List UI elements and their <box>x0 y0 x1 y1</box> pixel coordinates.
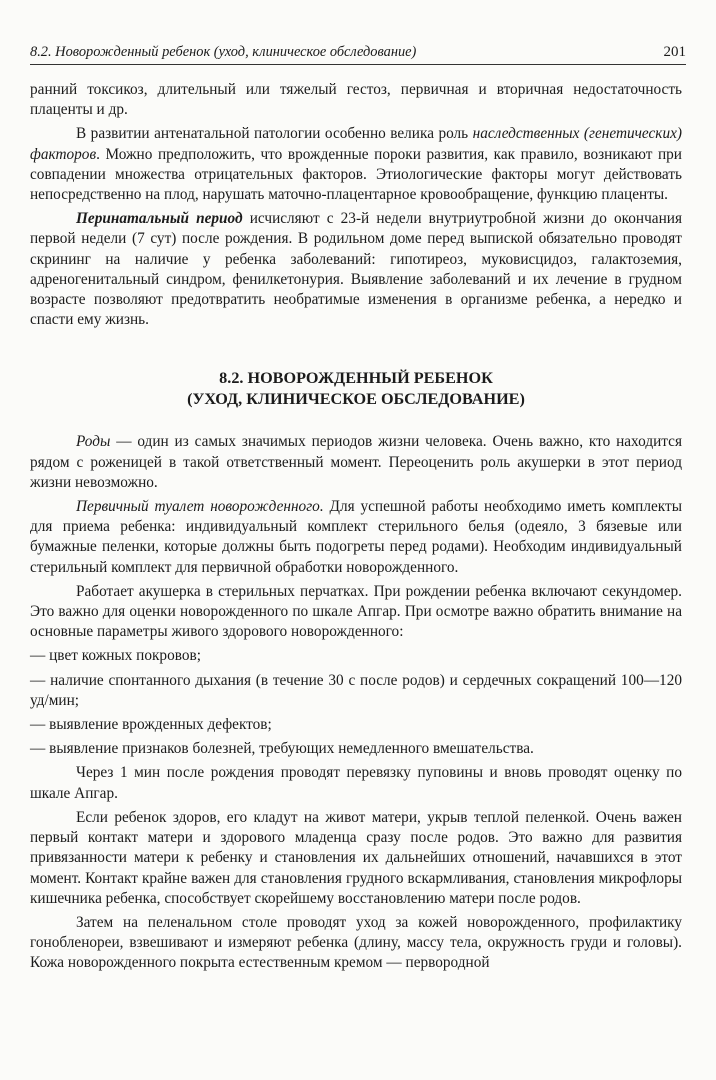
list-item: — выявление врожденных дефектов; <box>30 716 272 734</box>
emphasis-primary-toilet: Первичный туалет новорожденного. <box>76 498 324 516</box>
list-item: — выявление признаков болезней, требующих немедленного вмешательства. <box>30 740 534 758</box>
running-header-title: 8.2. Новорожденный ребенок (уход, клиническое обследование) <box>30 44 417 60</box>
paragraph-contact: Если ребенок здоров, его кладут на живот матери, укрыв теплой пеленкой. Очень важен первый контакт матери и здорового младенца сразу после родов. Это важно для развития привязанности матери к ребенку и становления их дальнейших отношений, начавшихся в этот момент. Контакт крайне важен для становления грудного вскармливания, становления микрофлоры кишечника ребенка, способствует скорейшему восстановлению матери после родов. <box>30 808 682 907</box>
emphasis-birth: Роды <box>76 433 111 451</box>
page-body <box>30 80 682 974</box>
paragraph-midwife: Работает акушерка в стерильных перчатках. При рождении ребенка включают секундомер. Это важно для оценки новорожденного по шкале Апгар. При осмотре важно обратить внимание на основные параметры живого здорового новорожденного: <box>30 582 682 641</box>
paragraph-perinatal <box>30 209 682 330</box>
running-header <box>30 44 686 65</box>
paragraph-continued: ранний токсикоз, длительный или тяжелый гестоз, первичная и вторичная недостаточность плаценты и др. <box>30 81 682 119</box>
paragraph-text: В развитии антенатальной патологии особенно велика роль <box>76 125 473 143</box>
paragraph-antenatal <box>30 124 682 205</box>
section-heading <box>30 368 682 410</box>
term-perinatal-period: Перинатальный период <box>76 210 243 228</box>
paragraph-text: — один из самых значимых периодов жизни человека. Очень важно, кто находится рядом с роженицей в такой ответственный момент. Переоценить роль акушерки в этот период жизни невозможно. <box>30 433 682 491</box>
paragraph-primary-toilet <box>30 497 682 578</box>
list-item: — цвет кожных покровов; <box>30 647 201 665</box>
emphasis-hereditary-factors: наследственных (генетических) факторов <box>30 125 682 163</box>
paragraph-text: исчисляют с 23-й недели внутриутробной жизни до окончания первой недели (7 сут) после рождения. В родильном доме перед выпиской обязательно проводят скрининг на наличие у ребенка заболеваний: гипотиреоз, муковисцидоз, галактоземия, адреногенитальный синдром, фенилкетонурия. Выявление заболеваний и их лечение в грудном возрасте позволяют предотвратить необратимые изменения в организме ребенка, а нередко и спасти ему жизнь. <box>30 210 682 329</box>
section-heading-line1: 8.2. НОВОРОЖДЕННЫЙ РЕБЕНОК <box>219 369 493 388</box>
list-item: — наличие спонтанного дыхания (в течение 30 с после родов) и сердечных сокращений 100—120 уд/мин; <box>30 671 682 709</box>
paragraph-text: . Можно предположить, что врожденные пороки развития, как правило, возникают при совпадении множества отрицательных факторов. Этиологические факторы могут действовать непосредственно на плод, нарушать маточно-плацентарное кровообращение, функцию плаценты. <box>30 145 682 204</box>
paragraph-umbilical: Через 1 мин после рождения проводят перевязку пуповины и вновь проводят оценку по шкале Апгар. <box>30 764 682 802</box>
page-number: 201 <box>663 44 686 60</box>
section-heading-line2: (УХОД, КЛИНИЧЕСКОЕ ОБСЛЕДОВАНИЕ) <box>187 390 525 409</box>
paragraph-swaddling-table: Затем на пеленальном столе проводят уход за кожей новорожденного, профилактику гонобленореи, взвешивают и измеряют ребенка (длину, массу тела, окружность груди и головы). Кожа новорожденного покрыта естественным кремом — первородной <box>30 913 682 972</box>
paragraph-birth <box>30 432 682 493</box>
paragraph-text: Для успешной работы необходимо иметь комплекты для приема ребенка: индивидуальный комплект стерильного белья (одеяло, 3 бязевые или бумажные пеленки, которые должны быть подогреты перед родами). Необходим индивидуальный стерильный комплект для первичной обработки новорожденного. <box>30 498 682 576</box>
